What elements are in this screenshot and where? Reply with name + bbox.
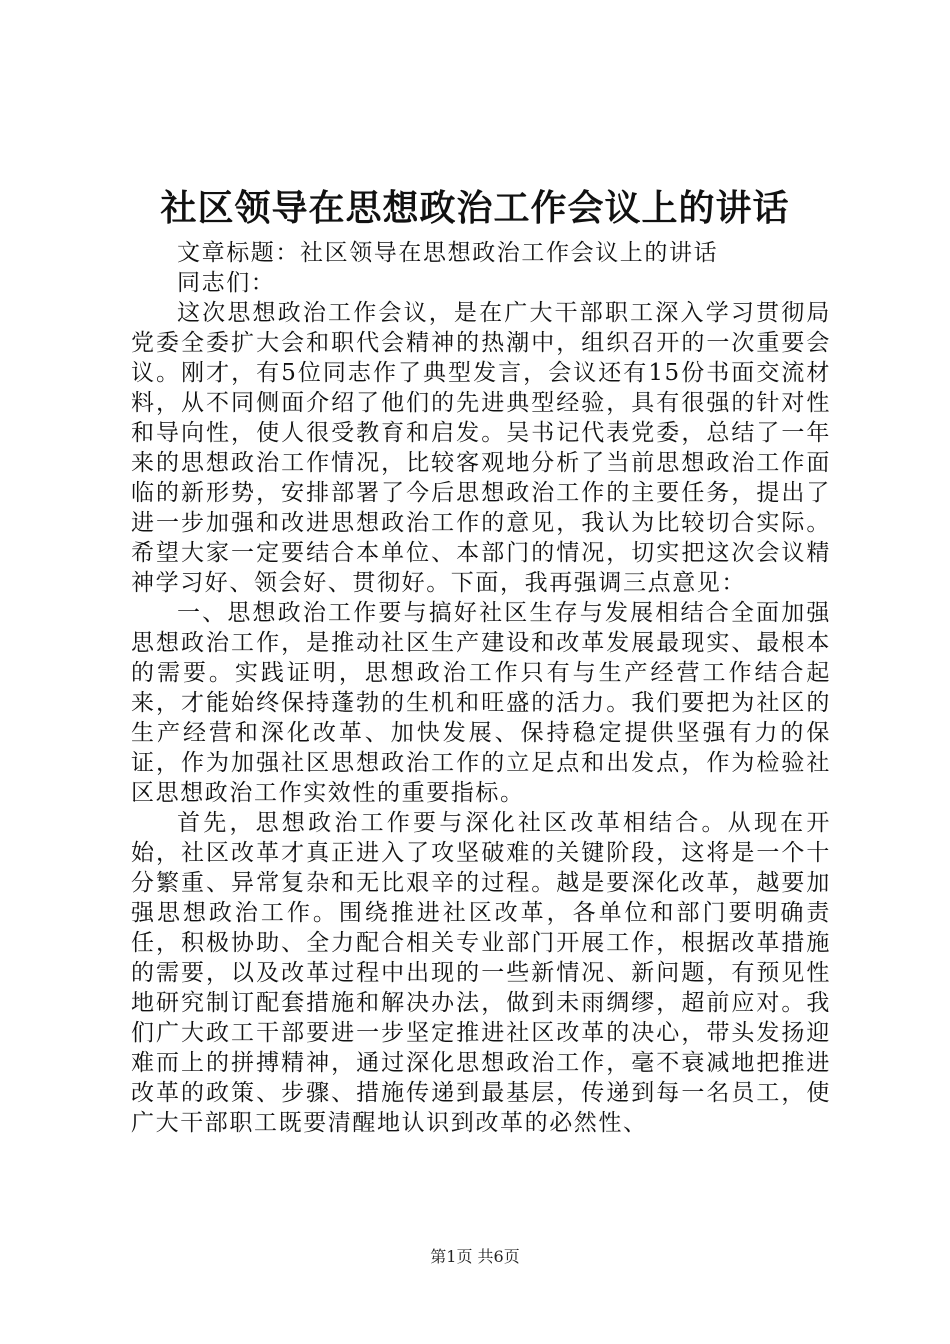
- page-number-footer: 第1页 共6页: [430, 1247, 520, 1266]
- paragraph-first-reform: 首先，思想政治工作要与深化社区改革相结合。从现在开始，社区改革才真正进入了攻坚破难的关键阶段，这将是一个十分繁重、异常复杂和无比艰辛的过程。越是要深化改革，越要加强思想政治工作。围绕推进社区改革，各单位和部门要明确责任，积极协助、全力配合相关专业部门开展工作，根据改革措施的需要，以及改革过程中出现的一些新情况、新问题，有预见性地研究制订配套措施和解决办法，做到未雨绸缪，超前应对。我们广大政工干部要进一步坚定推进社区改革的决心，带头发扬迎难而上的拼搏精神，通过深化思想政治工作，毫不衰减地把推进改革的政策、步骤、措施传递到最基层，传递到每一名员工，使广大干部职工既要清醒地认识到改革的必然性、: [131, 810, 831, 1136]
- paragraph-intro: 这次思想政治工作会议，是在广大干部职工深入学习贯彻局党委全委扩大会和职代会精神的热潮中，组织召开的一次重要会议。刚才，有5位同志作了典型发言，会议还有15份书面交流材料，从不同侧面介绍了他们的先进典型经验，具有很强的针对性和导向性，使人很受教育和启发。吴书记代表党委，总结了一年来的思想政治工作情况，比较客观地分析了当前思想政治工作面临的新形势，安排部署了今后思想政治工作的主要任务，提出了进一步加强和改进思想政治工作的意见，我认为比较切合实际。希望大家一定要结合本单位、本部门的情况，切实把这次会议精神学习好、领会好、贯彻好。下面，我再强调三点意见：: [131, 300, 831, 596]
- paragraph-point-one: 一、思想政治工作要与搞好社区生存与发展相结合全面加强思想政治工作，是推动社区生产建设和改革发展最现实、最根本的需要。实践证明，思想政治工作只有与生产经营工作结合起来，才能始终保持蓬勃的生机和旺盛的活力。我们要把为社区的生产经营和深化改革、加快发展、保持稳定提供坚强有力的保证，作为加强社区思想政治工作的立足点和出发点，作为检验社区思想政治工作实效性的重要指标。: [131, 600, 831, 806]
- document-title: 社区领导在思想政治工作会议上的讲话: [160, 187, 790, 229]
- article-title-line: 文章标题：社区领导在思想政治工作会议上的讲话: [177, 240, 719, 266]
- document-body: [131, 238, 831, 1138]
- salutation: 同志们：: [177, 270, 276, 296]
